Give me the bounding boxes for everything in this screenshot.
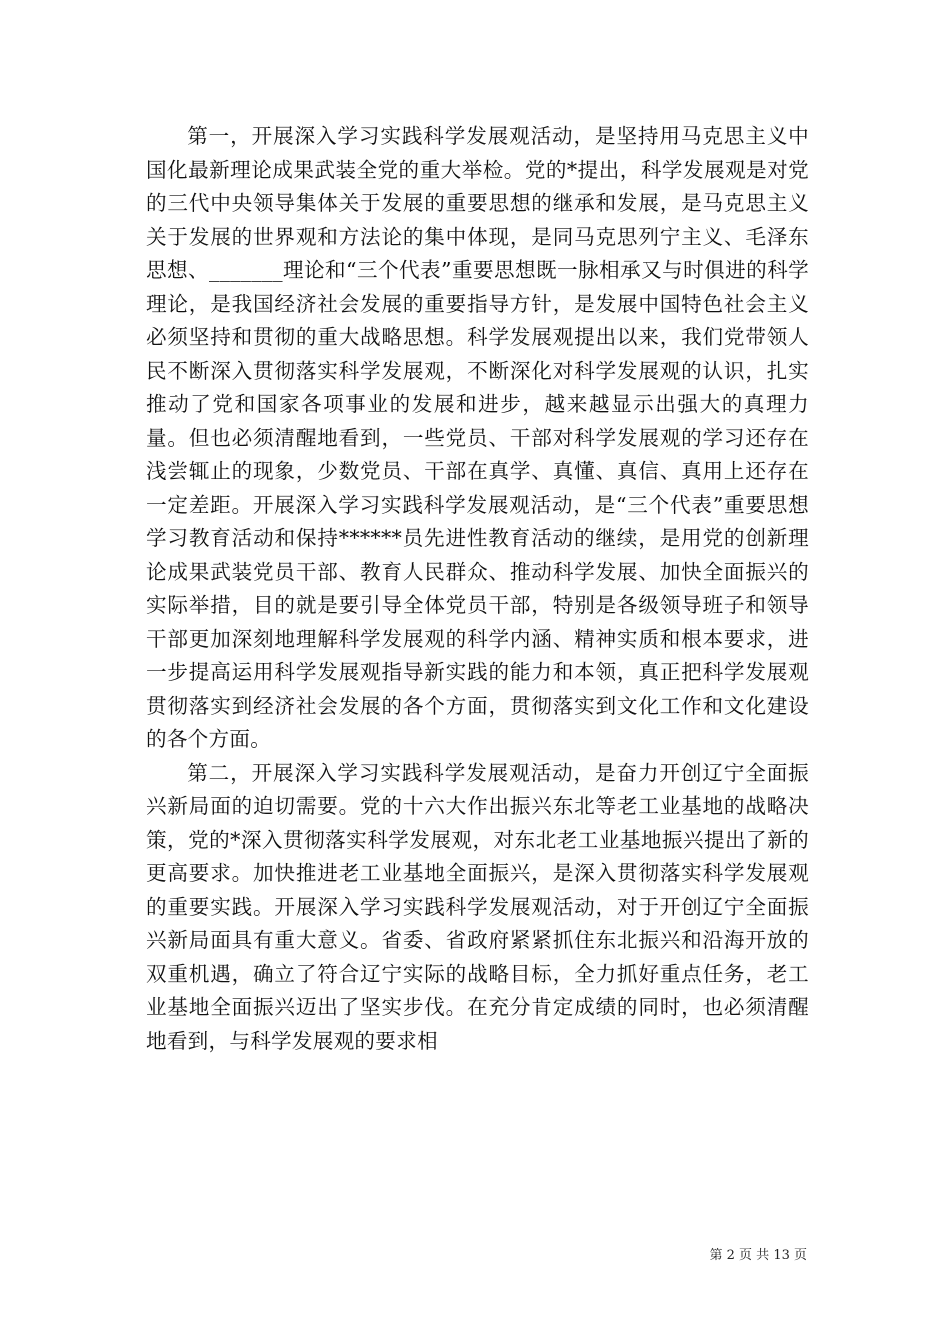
paragraph-1: 第一，开展深入学习实践科学发展观活动，是坚持用马克思主义中国化最新理论成果武装全党的重大举检。党的*提出，科学发展观是对党的三代中央领导集体关于发展的重要思想的继承和发展，是马克思主义关于发展的世界观和方法论的集中体现，是同马克思列宁主义、毛泽东思想、_______理论和“三个代表”重要思想既一脉相承又与时俱进的科学理论，是我国经济社会发展的重要指导方针，是发展中国特色社会主义必须坚持和贯彻的重大战略思想。科学发展观提出以来，我们党带领人民不断深入贯彻落实科学发展观，不断深化对科学发展观的认识，扎实推动了党和国家各项事业的发展和进步，越来越显示出强大的真理力量。但也必须清醒地看到，一些党员、干部对科学发展观的学习还存在浅尝辄止的现象，少数党员、干部在真学、真懂、真信、真用上还存在一定差距。开展深入学习实践科学发展观活动，是“三个代表”重要思想学习教育活动和保持******员先进性教育活动的继续，是用党的创新理论成果武装党员干部、教育人民群众、推动科学发展、加快全面振兴的实际举措，目的就是要引导全体党员干部，特别是各级领导班子和领导干部更加深刻地理解科学发展观的科学内涵、精神实质和根本要求，进一步提高运用科学发展观指导新实践的能力和本领，真正把科学发展观贯彻落实到经济社会发展的各个方面，贯彻落实到文化工作和文化建设的各个方面。 (146, 124, 809, 751)
document-body (146, 120, 809, 1058)
page-number-footer: 第 2 页 共 13 页 (709, 1248, 807, 1263)
paragraph-2: 第二，开展深入学习实践科学发展观活动，是奋力开创辽宁全面振兴新局面的迫切需要。党的十六大作出振兴东北等老工业基地的战略决策，党的*深入贯彻落实科学发展观，对东北老工业基地振兴提出了新的更高要求。加快推进老工业基地全面振兴，是深入贯彻落实科学发展观的重要实践。开展深入学习实践科学发展观活动，对于开创辽宁全面振兴新局面具有重大意义。省委、省政府紧紧抓住东北振兴和沿海开放的双重机遇，确立了符合辽宁实际的战略目标，全力抓好重点任务，老工业基地全面振兴迈出了坚实步伐。在充分肯定成绩的同时，也必须清醒地看到，与科学发展观的要求相 (146, 760, 809, 1053)
